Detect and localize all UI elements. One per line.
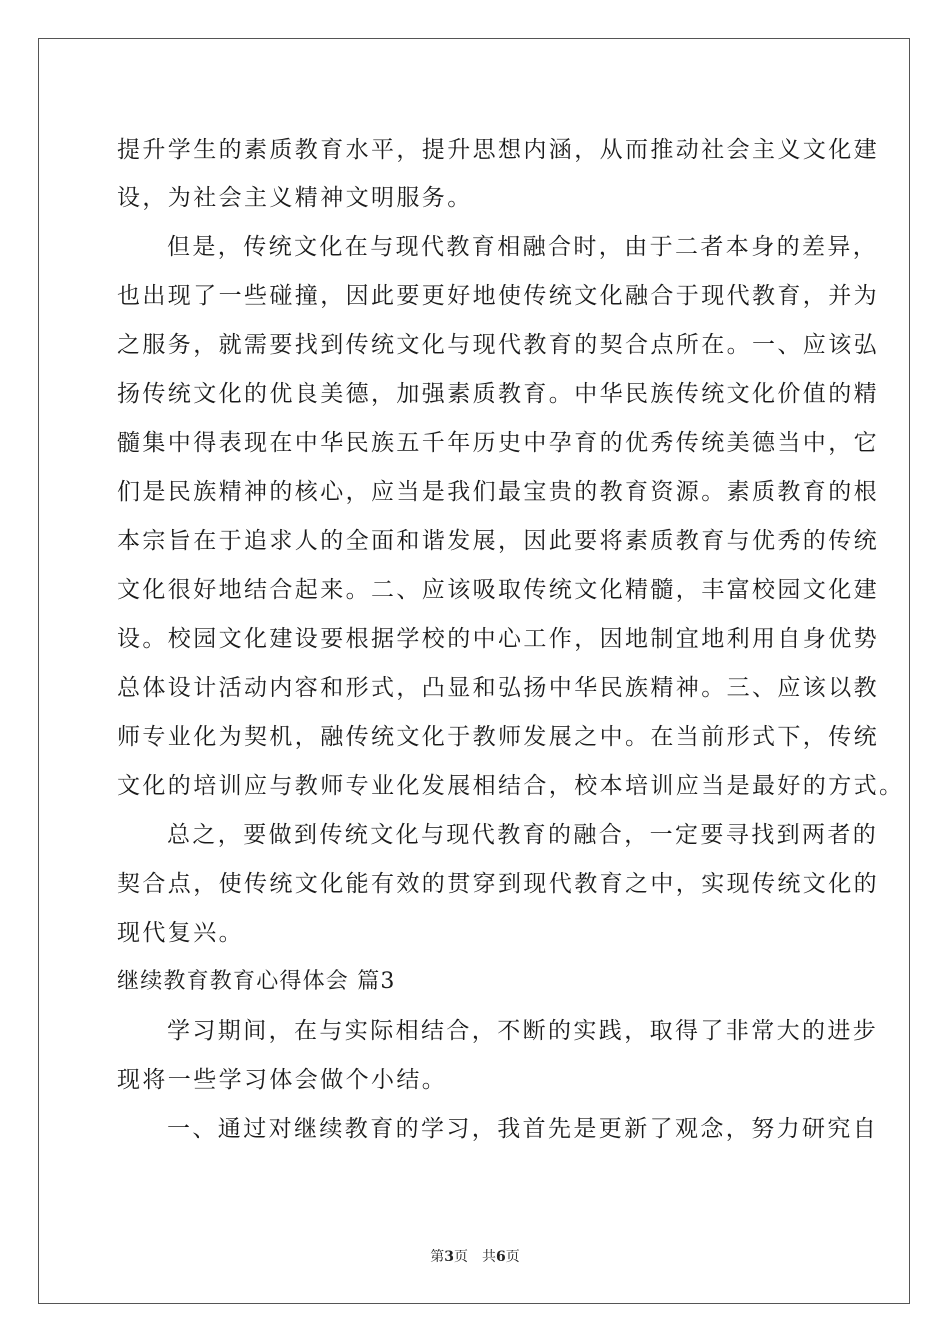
text-line: 总体设计活动内容和形式，凸显和弘扬中华民族精神。三、应该以教 (117, 675, 879, 701)
text-line: 扬传统文化的优良美德，加强素质教育。中华民族传统文化价值的精 (117, 381, 879, 407)
text-line: 现代复兴。 (117, 920, 244, 946)
page-prefix: 第 (430, 1249, 445, 1265)
text-line: 之服务，就需要找到传统文化与现代教育的契合点所在。一、应该弘 (117, 332, 879, 358)
total-suffix: 页 (505, 1249, 520, 1265)
text-line: 设。校园文化建设要根据学校的中心工作，因地制宜地利用自身优势 (117, 626, 879, 652)
text-line: 提升学生的素质教育水平，提升思想内涵，从而推动社会主义文化建 (117, 137, 879, 163)
text-line: 师专业化为契机，融传统文化于教师发展之中。在当前形式下，传统 (117, 724, 879, 750)
paragraph-start-line: 一、通过对继续教育的学习，我首先是更新了观念，努力研究自 (167, 1116, 879, 1142)
paragraph-start-line: 学习期间，在与实际相结合，不断的实践，取得了非常大的进步 (167, 1018, 879, 1044)
text-line: 髓集中得表现在中华民族五千年历史中孕育的优秀传统美德当中，它 (117, 430, 879, 456)
text-line: 也出现了一些碰撞，因此要更好地使传统文化融合于现代教育，并为 (117, 283, 879, 309)
section-heading: 继续教育教育心得体会 篇3 (117, 969, 396, 994)
paragraph-start-line: 总之，要做到传统文化与现代教育的融合，一定要寻找到两者的 (167, 822, 879, 848)
text-line: 现将一些学习体会做个小结。 (117, 1067, 448, 1093)
paragraph-start-line: 但是，传统文化在与现代教育相融合时，由于二者本身的差异， (167, 234, 879, 260)
text-line: 文化很好地结合起来。二、应该吸取传统文化精髓，丰富校园文化建 (117, 577, 879, 603)
page-footer (0, 1246, 950, 1266)
total-prefix: 共 (482, 1249, 496, 1265)
text-line: 本宗旨在于追求人的全面和谐发展，因此要将素质教育与优秀的传统 (117, 528, 879, 554)
text-line: 设，为社会主义精神文明服务。 (117, 185, 473, 211)
text-line: 契合点，使传统文化能有效的贯穿到现代教育之中，实现传统文化的 (117, 871, 879, 897)
page-suffix: 页 (454, 1249, 468, 1265)
text-line: 们是民族精神的核心，应当是我们最宝贵的教育资源。素质教育的根 (117, 479, 879, 505)
text-line: 文化的培训应与教师专业化发展相结合，校本培训应当是最好的方式。 (117, 773, 905, 799)
total-page-count: 6 (496, 1249, 506, 1265)
current-page-number: 3 (444, 1249, 454, 1265)
